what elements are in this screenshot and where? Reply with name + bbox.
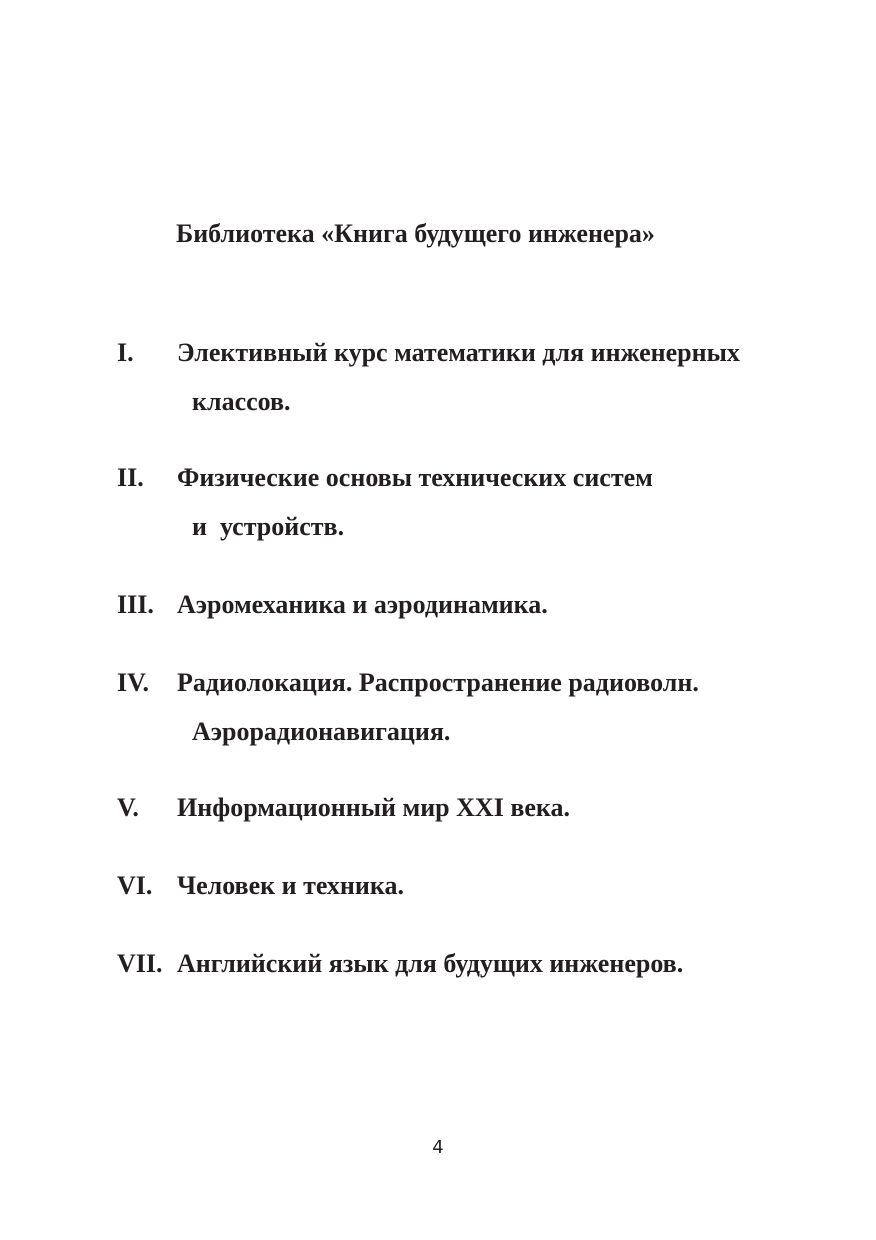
list-item-numeral: VI. <box>117 871 153 900</box>
list-item-title: Элективный курс математики для инженерных <box>177 338 740 367</box>
page-title: Библиотека «Книга будущего инженера» <box>176 219 655 248</box>
list-item-numeral: I. <box>117 338 134 367</box>
list-item-title: Человек и техника. <box>177 871 404 900</box>
list-item-title: Аэромеханика и аэродинамика. <box>177 590 548 619</box>
list-item-numeral: II. <box>117 463 144 492</box>
list-item-title: Английский язык для будущих инженеров. <box>177 949 684 978</box>
page-number: 4 <box>432 1137 444 1158</box>
list-item-numeral: V. <box>117 793 139 822</box>
list-item-title-continuation: и устройств. <box>192 512 345 541</box>
list-item-numeral: VII. <box>117 949 163 978</box>
list-item-title: Радиолокация. Распространение радиоволн. <box>177 668 699 697</box>
list-item-title: Физические основы технических систем <box>177 463 653 492</box>
list-item-title: Информационный мир XXI века. <box>177 793 570 822</box>
list-item-numeral: III. <box>117 590 154 619</box>
list-item-title-continuation: Аэрорадионавигация. <box>192 717 451 746</box>
list-item-title-continuation: классов. <box>192 387 291 416</box>
list-item-numeral: IV. <box>117 668 150 697</box>
